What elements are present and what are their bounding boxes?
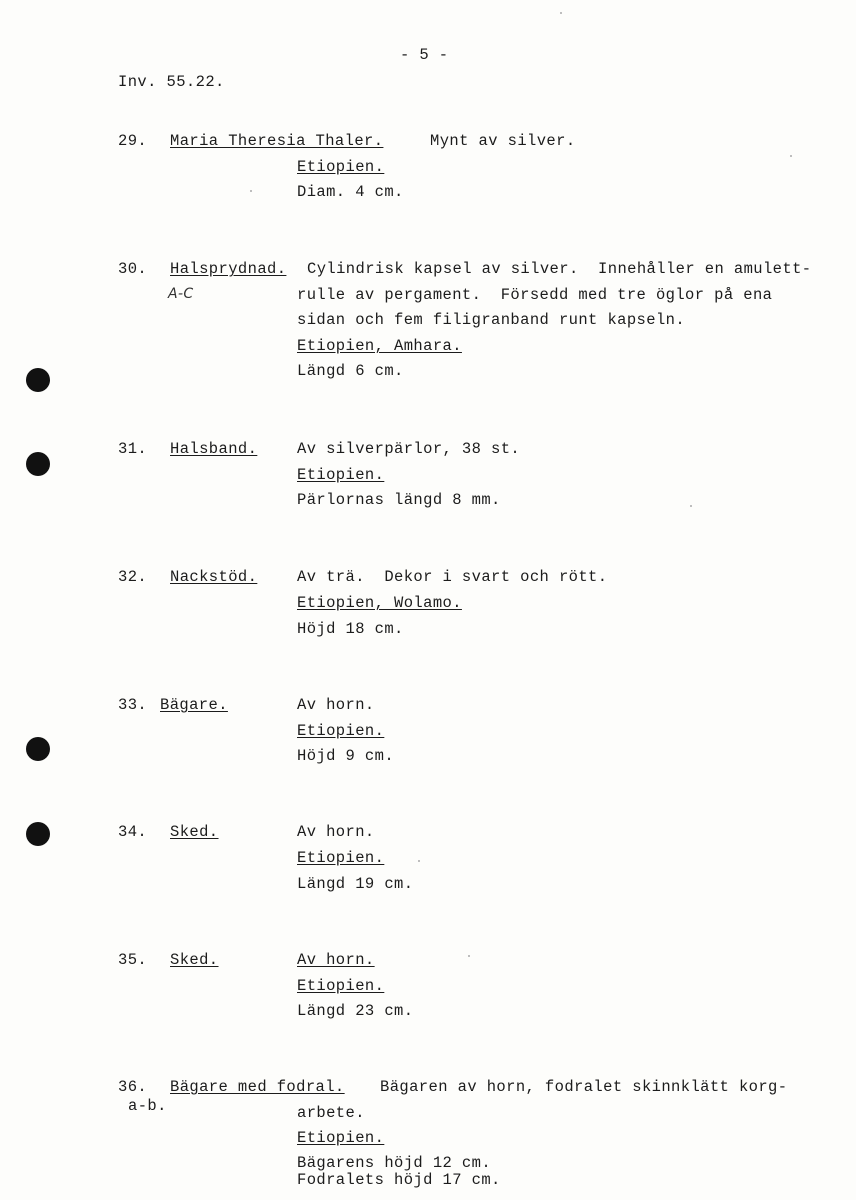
paper-speck bbox=[468, 955, 470, 957]
entry-description: Cylindrisk kapsel av silver. Innehåller en amulett- bbox=[307, 260, 812, 278]
entry-origin: Etiopien. bbox=[297, 1129, 385, 1147]
entry-origin: Etiopien. bbox=[297, 849, 385, 867]
entry-number: 30. bbox=[118, 260, 148, 278]
entry-measure: Höjd 18 cm. bbox=[297, 620, 404, 638]
entry-description: Av horn. bbox=[297, 823, 375, 841]
entry-description: Av trä. Dekor i svart och rött. bbox=[297, 568, 608, 586]
entry-origin: Etiopien. bbox=[297, 977, 385, 995]
entry-name: Bägare med fodral. bbox=[170, 1078, 345, 1096]
entry-number: 34. bbox=[118, 823, 148, 841]
entry-origin: Etiopien, Wolamo. bbox=[297, 594, 462, 612]
entry-origin: Etiopien. bbox=[297, 158, 385, 176]
entry-measure: Höjd 9 cm. bbox=[297, 747, 395, 765]
entry-description: Av horn. bbox=[297, 951, 375, 969]
entry-subnote: a-b. bbox=[128, 1097, 167, 1115]
entry-number: 31. bbox=[118, 440, 148, 458]
punch-hole bbox=[26, 452, 50, 476]
entry-name: Halsprydnad. bbox=[170, 260, 287, 278]
entry-name: Sked. bbox=[170, 823, 219, 841]
entry-name: Bägare. bbox=[160, 696, 228, 714]
punch-hole bbox=[26, 737, 50, 761]
entry-number: 33. bbox=[118, 696, 148, 714]
entry-measure: Längd 23 cm. bbox=[297, 1002, 414, 1020]
entry-measure: Längd 6 cm. bbox=[297, 362, 404, 380]
entry-description: arbete. bbox=[297, 1104, 365, 1122]
entry-measure: Pärlornas längd 8 mm. bbox=[297, 491, 501, 509]
paper-speck bbox=[690, 505, 692, 507]
entry-description: Bägaren av horn, fodralet skinnklätt korg- bbox=[380, 1078, 788, 1096]
page-number: - 5 - bbox=[400, 46, 449, 64]
entry-description: Av horn. bbox=[297, 696, 375, 714]
entry-number: 29. bbox=[118, 132, 148, 150]
entry-origin: Etiopien, Amhara. bbox=[297, 337, 462, 355]
entry-description: Av silverpärlor, 38 st. bbox=[297, 440, 521, 458]
paper-speck bbox=[250, 190, 252, 192]
entry-name: Halsband. bbox=[170, 440, 258, 458]
entry-number: 32. bbox=[118, 568, 148, 586]
punch-hole bbox=[26, 368, 50, 392]
entry-origin: Etiopien. bbox=[297, 466, 385, 484]
entry-number: 35. bbox=[118, 951, 148, 969]
entry-description: Mynt av silver. bbox=[430, 132, 576, 150]
inventory-number: Inv. 55.22. bbox=[118, 73, 225, 91]
entry-name: Nackstöd. bbox=[170, 568, 258, 586]
punch-hole bbox=[26, 822, 50, 846]
entry-description: rulle av pergament. Försedd med tre öglor på ena bbox=[297, 286, 773, 304]
entry-number: 36. bbox=[118, 1078, 148, 1096]
handwritten-note: A-C bbox=[168, 286, 194, 302]
paper-speck bbox=[560, 12, 562, 14]
paper-speck bbox=[418, 860, 420, 862]
entry-name: Maria Theresia Thaler. bbox=[170, 132, 384, 150]
paper-speck bbox=[790, 155, 792, 157]
entry-measure: Bägarens höjd 12 cm. bbox=[297, 1154, 492, 1172]
entry-name: Sked. bbox=[170, 951, 219, 969]
entry-origin: Etiopien. bbox=[297, 722, 385, 740]
entry-description: sidan och fem filigranband runt kapseln. bbox=[297, 311, 686, 329]
entry-measure: Längd 19 cm. bbox=[297, 875, 414, 893]
entry-measure: Diam. 4 cm. bbox=[297, 183, 404, 201]
entry-measure: Fodralets höjd 17 cm. bbox=[297, 1171, 501, 1189]
